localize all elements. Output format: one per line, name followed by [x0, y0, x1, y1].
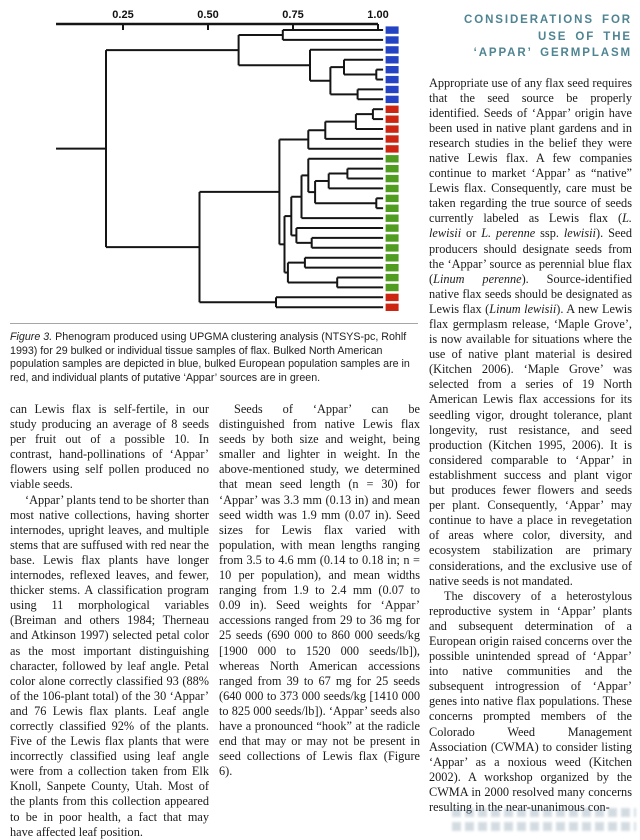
leaf-marker-green: [386, 274, 399, 281]
leaf-marker-green: [386, 284, 399, 291]
leaf-marker-green: [386, 155, 399, 162]
dendrogram-svg: [8, 4, 420, 324]
leaf-marker-green: [386, 254, 399, 261]
leaf-marker-red: [386, 125, 399, 132]
paragraph: Appropriate use of any flax seed requires that the seed source be properly identified. Seeds of ‘Appar’ origin have been used in native plant gardens and in research studies in the belief they were native Lewis flax. A few companies continue to market ‘Appar’ as “native” Lewis flax. Consequently, care must be taken regarding the true source of seeds currently labeled as Lewis flax (L. lewisii or L. perenne ssp. lewisii). Seed producers should designate seeds from the ‘Appar’ source as perennial blue flax (Linum perenne). Source-identified native flax seeds should be designated as Lewis flax (Linum lewisii). A new Lewis flax germplasm release, ‘Maple Grove’, is now available for situations where the use of native plant material is desired (Kitchen 2006). ‘Maple Grove’ was selected from a series of 19 North American Lewis flax accessions for its seedling vigor, drought tolerance, plant longevity, rust resistance, and seed production (Kitchen 1995, 2006). It is considered comparable to ‘Appar’ in establishment success and plant vigor but produces fewer flowers and seeds per plant. Consequently, ‘Appar’ may continue to have a place in revegetation of areas where color, diversity, and ecosystem stabilization are primary considerations, and the exclusive use of native seeds is not mandated.: [429, 75, 632, 588]
leaf-marker-blue: [386, 66, 399, 73]
leaf-marker-red: [386, 294, 399, 301]
body-column-left: [10, 402, 209, 840]
axis-tick-label: 0.25: [112, 9, 134, 21]
leaf-marker-red: [386, 116, 399, 123]
leaf-marker-blue: [386, 26, 399, 33]
leaf-marker-green: [386, 195, 399, 202]
leaf-marker-blue: [386, 96, 399, 103]
leaf-marker-green: [386, 244, 399, 251]
figure-divider: [10, 323, 418, 324]
leaf-marker-green: [386, 175, 399, 182]
leaf-marker-green: [386, 264, 399, 271]
axis-tick-label: 0.50: [197, 9, 219, 21]
watermark-row: [452, 808, 636, 817]
leaf-marker-blue: [386, 86, 399, 93]
leaf-marker-red: [386, 145, 399, 152]
sidebar-column: [429, 12, 632, 815]
watermark-row: [452, 822, 636, 831]
axis-tick-label: 0.75: [282, 9, 304, 21]
leaf-marker-blue: [386, 46, 399, 53]
leaf-marker-green: [386, 234, 399, 241]
leaf-marker-red: [386, 304, 399, 311]
leaf-marker-blue: [386, 56, 399, 63]
sidebar-heading-line: ‘APPAR’ GERMPLASM: [473, 47, 632, 59]
leaf-marker-green: [386, 215, 399, 222]
paragraph: can Lewis flax is self-fertile, in our study producing an average of 8 seeds per fruit out of a possible 10. In contrast, hand-pollinations of ‘Appar’ flowers using self pollen produced no viable seeds.: [10, 402, 209, 492]
sidebar-heading-line: USE OF THE: [537, 30, 632, 43]
leaf-marker-blue: [386, 76, 399, 83]
axis-tick-label: 1.00: [367, 9, 389, 21]
leaf-marker-green: [386, 185, 399, 192]
paragraph: ‘Appar’ plants tend to be shorter than most native collections, having shorter internodes, upright leaves, and multiple stems that are suffused with red near the base. Lewis flax plants have longer internodes, reflexed leaves, and fewer, thicker stems. A classification program using 11 morphological variables (Breiman and others 1984; Therneau and Atkinson 1997) selected petal color as the most important distinguishing character, followed by leaf angle. Petal color alone correctly classified 93 (88% of the 106-plant total) of the 30 ‘Appar’ and 76 Lewis flax plants. Leaf angle correctly classified 92% of the plants. Five of the Lewis flax plants that were incorrectly classified using leaf angle were from a collection taken from Elk Knoll, Sanpete County, Utah. Most of the plants from this collection appeared to be in poor health, a fact that may have affected leaf position.: [10, 492, 209, 839]
sidebar-heading: [429, 12, 632, 62]
paragraph: Seeds of ‘Appar’ can be distinguished from native Lewis flax seeds by both size and weight, being smaller and lighter in weight. In the above-mentioned study, we determined that mean seed length (n = 30) for ‘Appar’ was 3.3 mm (0.13 in) and mean seed width was 1.9 mm (0.07 in). Seed sizes for Lewis flax varied with population, with mean lengths ranging from 3.5 to 4.6 mm (0.14 to 0.18 in; n = 10 per population), and mean widths ranging from 1.9 to 2.4 mm (0.07 to 0.09 in). Seed weights for ‘Appar’ accessions ranged from 29 to 36 mg for 25 seeds (690 000 to 860 000 seeds/kg [1900 000 to 1520 000 seeds/lb]), whereas North American accessions ranged from 39 to 67 mg for 25 seeds (640 000 to 373 000 seeds/kg [1410 000 to 825 000 seeds/lb]). ‘Appar’ seeds also have a pronounced “hook” at the radicle end that may or may not be present in seed collections of Lewis flax (Figure 6).: [219, 402, 420, 779]
watermark-overlay: [452, 808, 636, 836]
leaf-marker-red: [386, 135, 399, 142]
figure-caption: Figure 3. Phenogram produced using UPGMA clustering analysis (NTSYS-pc, Rohlf 1993) for 29 bulked or individual tissue samples of flax. Bulked North American population samples are depicted in blue, bulked European population samples are in red, and individual plants of putative ‘Appar’ sources are in green.: [10, 331, 410, 384]
leaf-marker-green: [386, 165, 399, 172]
leaf-marker-blue: [386, 36, 399, 43]
sidebar-heading-line: CONSIDERATIONS FOR: [464, 14, 632, 26]
leaf-marker-green: [386, 205, 399, 212]
leaf-marker-green: [386, 224, 399, 231]
leaf-marker-red: [386, 106, 399, 113]
paragraph: The discovery of a heterostylous reproductive system in ‘Appar’ plants and subsequent determination of a European origin raised concerns over the possible unintended spread of ‘Appar’ into native communities and the subsequent introgression of ‘Appar’ genes into native flax populations. These concerns prompted members of the Colorado Weed Management Association (CWMA) to consider listing ‘Appar’ as a noxious weed (Kitchen 2002). A workshop organized by the CWMA in 2000 resolved many concerns resulting in the near-unanimous con-: [429, 588, 632, 814]
body-column-middle: [219, 402, 420, 779]
